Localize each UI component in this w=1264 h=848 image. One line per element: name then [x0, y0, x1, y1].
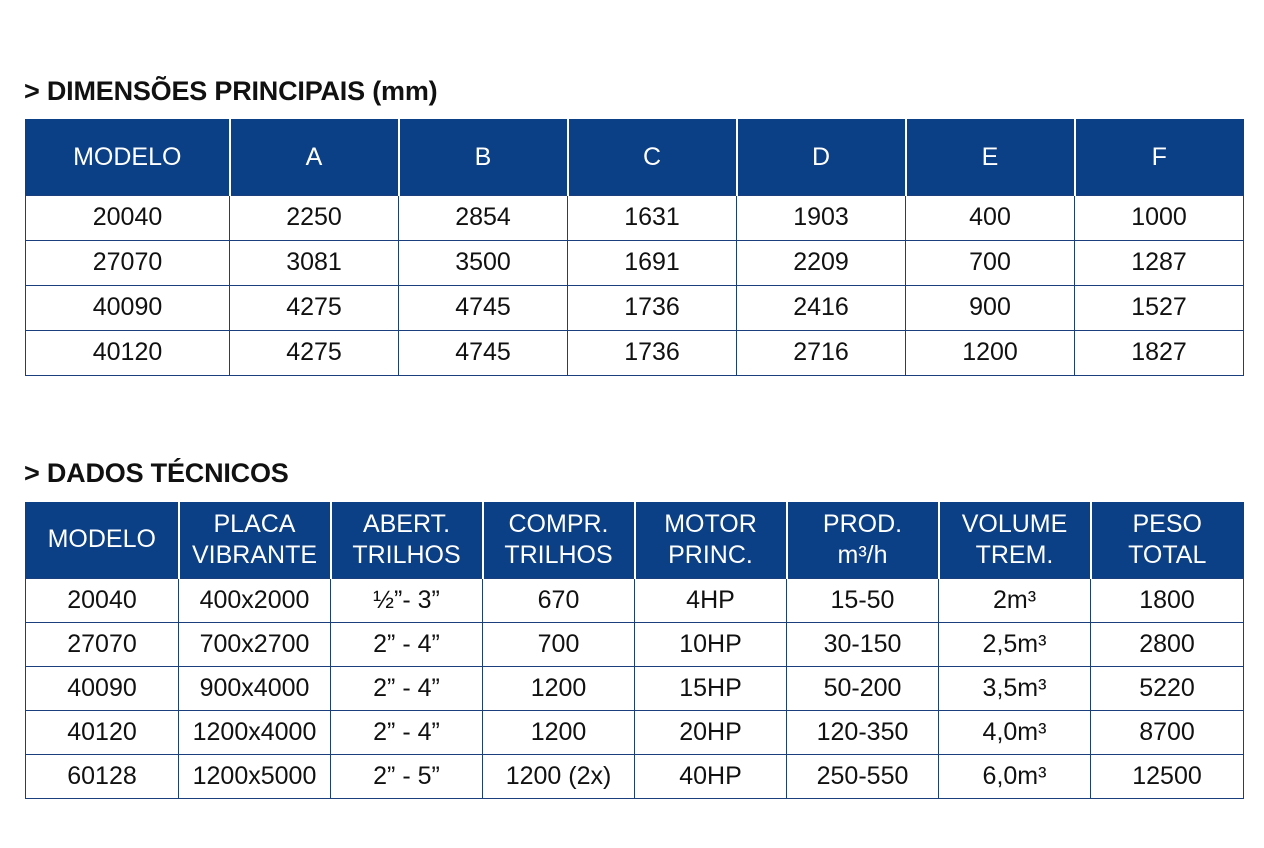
value-cell: 670 [483, 578, 635, 622]
table-row [26, 330, 1244, 375]
value-cell: 2209 [737, 240, 906, 285]
header-line: ABERT. [362, 509, 451, 538]
header-line: TREM. [975, 540, 1054, 569]
value-cell: 15-50 [787, 578, 939, 622]
table-row [26, 285, 1244, 330]
header-cell: MODELO [26, 119, 230, 195]
value-cell: 400x2000 [179, 578, 331, 622]
value-cell: 1691 [568, 240, 737, 285]
header-cell [179, 502, 331, 578]
value-cell: 3081 [230, 240, 399, 285]
value-cell: 30-150 [787, 622, 939, 666]
header-line: PRINC. [668, 540, 753, 569]
value-cell: 2416 [737, 285, 906, 330]
model-cell: 20040 [26, 195, 230, 240]
header-cell [1091, 502, 1244, 578]
value-cell: 4HP [635, 578, 787, 622]
value-cell: 120-350 [787, 710, 939, 754]
technical-table [25, 502, 1244, 799]
value-cell: 2” - 4” [331, 710, 483, 754]
header-cell: C [568, 119, 737, 195]
header-line: PESO [1132, 509, 1202, 538]
header-cell [787, 502, 939, 578]
value-cell: 900x4000 [179, 666, 331, 710]
table-row [26, 666, 1244, 710]
model-cell: 40090 [26, 666, 179, 710]
value-cell: 2250 [230, 195, 399, 240]
value-cell: 2716 [737, 330, 906, 375]
value-cell: 20HP [635, 710, 787, 754]
value-cell: 1736 [568, 285, 737, 330]
value-cell: 900 [906, 285, 1075, 330]
header-line: MODELO [47, 525, 156, 554]
header-cell [26, 502, 179, 578]
value-cell: 2800 [1091, 622, 1244, 666]
value-cell: 700x2700 [179, 622, 331, 666]
value-cell: 40HP [635, 754, 787, 798]
header-line: COMPR. [508, 509, 609, 538]
value-cell: 250-550 [787, 754, 939, 798]
value-cell: 1200 (2x) [483, 754, 635, 798]
header-cell [331, 502, 483, 578]
header-cell: B [399, 119, 568, 195]
value-cell: 4275 [230, 330, 399, 375]
value-cell: 1736 [568, 330, 737, 375]
technical-header-row [26, 502, 1244, 578]
value-cell: 1200x5000 [179, 754, 331, 798]
header-cell [483, 502, 635, 578]
header-line: VOLUME [961, 509, 1068, 538]
header-line: TOTAL [1128, 540, 1207, 569]
dimensions-section-title: > DIMENSÕES PRINCIPAIS (mm) [24, 76, 438, 106]
value-cell: 8700 [1091, 710, 1244, 754]
header-line: PLACA [213, 509, 296, 538]
value-cell: 4745 [399, 330, 568, 375]
model-cell: 60128 [26, 754, 179, 798]
model-cell: 27070 [26, 240, 230, 285]
table-row [26, 195, 1244, 240]
value-cell: 4745 [399, 285, 568, 330]
header-line: TRILHOS [352, 540, 461, 569]
value-cell: 1000 [1075, 195, 1244, 240]
value-cell: 3500 [399, 240, 568, 285]
header-cell [939, 502, 1091, 578]
value-cell: 1200x4000 [179, 710, 331, 754]
dimensions-header-row [26, 119, 1244, 195]
table-row [26, 240, 1244, 285]
table-row [26, 754, 1244, 798]
model-cell: 40090 [26, 285, 230, 330]
value-cell: 1800 [1091, 578, 1244, 622]
dimensions-table [25, 119, 1244, 376]
value-cell: 50-200 [787, 666, 939, 710]
header-line: m³/h [837, 540, 888, 569]
table-row [26, 710, 1244, 754]
header-cell: F [1075, 119, 1244, 195]
value-cell: 1200 [483, 710, 635, 754]
header-cell: E [906, 119, 1075, 195]
header-line: MOTOR [664, 509, 757, 538]
value-cell: 10HP [635, 622, 787, 666]
value-cell: 1200 [906, 330, 1075, 375]
value-cell: 1527 [1075, 285, 1244, 330]
value-cell: 700 [906, 240, 1075, 285]
technical-section-title: > DADOS TÉCNICOS [24, 458, 289, 488]
value-cell: 2” - 4” [331, 622, 483, 666]
header-line: PROD. [822, 509, 903, 538]
table-row [26, 622, 1244, 666]
value-cell: 6,0m³ [939, 754, 1091, 798]
table-row [26, 578, 1244, 622]
header-cell: A [230, 119, 399, 195]
value-cell: 15HP [635, 666, 787, 710]
value-cell: 5220 [1091, 666, 1244, 710]
value-cell: 3,5m³ [939, 666, 1091, 710]
model-cell: 40120 [26, 330, 230, 375]
value-cell: 2” - 4” [331, 666, 483, 710]
value-cell: 1287 [1075, 240, 1244, 285]
value-cell: 2854 [399, 195, 568, 240]
value-cell: 12500 [1091, 754, 1244, 798]
model-cell: 40120 [26, 710, 179, 754]
value-cell: 400 [906, 195, 1075, 240]
header-line: VIBRANTE [191, 540, 318, 569]
model-cell: 20040 [26, 578, 179, 622]
value-cell: 2,5m³ [939, 622, 1091, 666]
header-cell: D [737, 119, 906, 195]
value-cell: 2” - 5” [331, 754, 483, 798]
value-cell: 4275 [230, 285, 399, 330]
value-cell: 1827 [1075, 330, 1244, 375]
value-cell: 1200 [483, 666, 635, 710]
value-cell: 1631 [568, 195, 737, 240]
value-cell: 700 [483, 622, 635, 666]
model-cell: 27070 [26, 622, 179, 666]
header-line: TRILHOS [504, 540, 613, 569]
value-cell: 4,0m³ [939, 710, 1091, 754]
value-cell: ½”- 3” [331, 578, 483, 622]
header-cell [635, 502, 787, 578]
value-cell: 1903 [737, 195, 906, 240]
value-cell: 2m³ [939, 578, 1091, 622]
